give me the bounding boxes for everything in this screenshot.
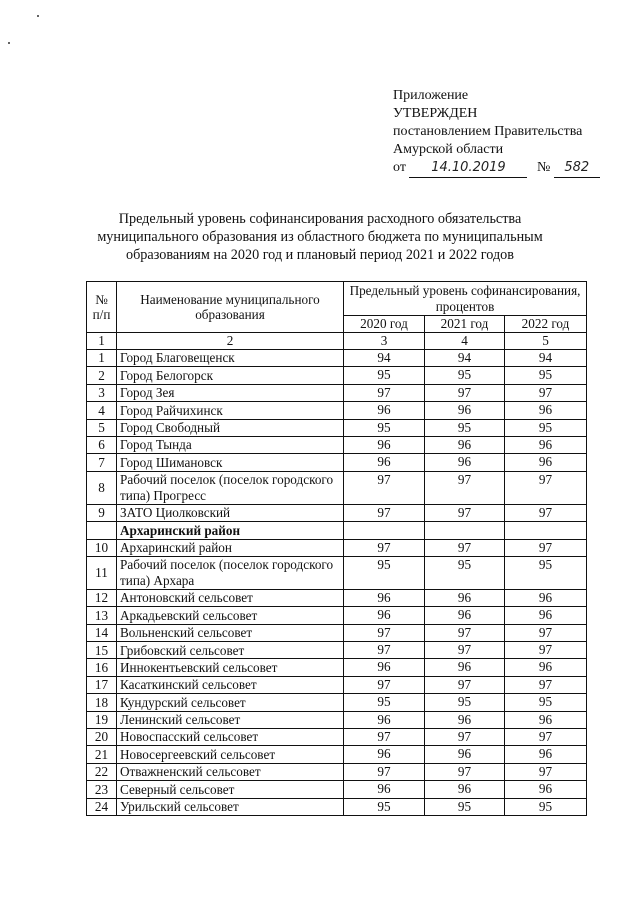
column-number: 2 (117, 333, 344, 350)
row-name: Аркадьевский сельсовет (117, 607, 344, 624)
column-number: 1 (87, 333, 117, 350)
row-value-2021: 97 (425, 642, 505, 659)
row-number: 14 (87, 624, 117, 641)
row-number: 17 (87, 676, 117, 693)
row-value-2022: 96 (505, 607, 587, 624)
row-number: 4 (87, 402, 117, 419)
row-value-2020: 96 (344, 746, 425, 763)
row-name: Рабочий поселок (поселок городского типа) Архара (117, 556, 344, 589)
row-name: Северный сельсовет (117, 781, 344, 798)
row-number: 6 (87, 436, 117, 453)
row-name: Урильский сельсовет (117, 798, 344, 815)
table-row (87, 607, 587, 624)
row-number: 23 (87, 781, 117, 798)
row-number: 16 (87, 659, 117, 676)
row-value-2022: 97 (505, 763, 587, 780)
row-value-2020: 95 (344, 419, 425, 436)
table-header (87, 282, 587, 350)
row-number: 15 (87, 642, 117, 659)
row-value-2022: 94 (505, 350, 587, 367)
row-value-2021: 96 (425, 454, 505, 471)
row-value-2022: 97 (505, 504, 587, 521)
table-row (87, 676, 587, 693)
row-value-2021: 97 (425, 384, 505, 401)
row-value-2021: 96 (425, 746, 505, 763)
row-value-2020: 97 (344, 539, 425, 556)
row-value-2021: 96 (425, 781, 505, 798)
row-value-2021: 97 (425, 676, 505, 693)
row-value-2022 (505, 522, 587, 539)
row-value-2020: 95 (344, 798, 425, 815)
row-value-2022: 97 (505, 384, 587, 401)
row-value-2022: 95 (505, 556, 587, 589)
table-row (87, 729, 587, 746)
column-number: 4 (425, 333, 505, 350)
row-value-2021: 97 (425, 729, 505, 746)
row-value-2022: 97 (505, 676, 587, 693)
table-row (87, 419, 587, 436)
row-value-2020: 97 (344, 729, 425, 746)
row-number: 19 (87, 711, 117, 728)
row-value-2020: 96 (344, 781, 425, 798)
row-number: 12 (87, 589, 117, 606)
table-row (87, 642, 587, 659)
row-value-2020: 97 (344, 504, 425, 521)
row-name: Город Благовещенск (117, 350, 344, 367)
row-value-2020: 95 (344, 556, 425, 589)
number-handwritten: 582 (564, 160, 590, 175)
row-value-2022: 97 (505, 729, 587, 746)
row-number: 5 (87, 419, 117, 436)
approval-line-appendix: Приложение (393, 88, 469, 103)
row-value-2021: 96 (425, 402, 505, 419)
row-name: Город Шимановск (117, 454, 344, 471)
row-value-2020: 97 (344, 471, 425, 504)
row-value-2022: 96 (505, 436, 587, 453)
number-prefix: № (536, 160, 551, 175)
column-number: 5 (505, 333, 587, 350)
table-row (87, 624, 587, 641)
table-row (87, 711, 587, 728)
number-field (554, 159, 600, 178)
row-name: Вольненский сельсовет (117, 624, 344, 641)
row-value-2021: 94 (425, 350, 505, 367)
column-number: 3 (344, 333, 425, 350)
row-value-2021: 95 (425, 798, 505, 815)
row-value-2021: 97 (425, 471, 505, 504)
row-value-2020: 96 (344, 711, 425, 728)
row-value-2022: 96 (505, 402, 587, 419)
approval-line-region: Амурской области (393, 142, 504, 157)
table-row (87, 763, 587, 780)
scan-speck (8, 42, 10, 44)
row-number: 9 (87, 504, 117, 521)
table-row (87, 367, 587, 384)
table-body (87, 350, 587, 816)
row-number (87, 522, 117, 539)
row-name: Отважненский сельсовет (117, 763, 344, 780)
row-value-2022: 96 (505, 659, 587, 676)
header-name: Наименование муниципального образования (117, 282, 344, 333)
row-name: Архаринский район (117, 522, 344, 539)
header-level: Предельный уровень софинансирования, процентов (344, 282, 587, 316)
row-name: Город Свободный (117, 419, 344, 436)
approval-line-approved: УТВЕРЖДЕН (393, 106, 478, 121)
row-value-2022: 97 (505, 471, 587, 504)
row-value-2022: 96 (505, 781, 587, 798)
row-value-2021: 96 (425, 711, 505, 728)
row-name: Антоновский сельсовет (117, 589, 344, 606)
table-group-row (87, 522, 587, 539)
row-value-2022: 95 (505, 419, 587, 436)
row-value-2022: 96 (505, 454, 587, 471)
row-value-2021: 95 (425, 419, 505, 436)
row-value-2020: 97 (344, 763, 425, 780)
table-row (87, 781, 587, 798)
scan-speck (37, 15, 39, 17)
approval-block (393, 87, 623, 178)
row-value-2020: 96 (344, 402, 425, 419)
row-number: 22 (87, 763, 117, 780)
row-value-2020: 96 (344, 454, 425, 471)
row-value-2020: 96 (344, 436, 425, 453)
row-value-2020 (344, 522, 425, 539)
row-value-2020: 97 (344, 384, 425, 401)
date-handwritten: 14.10.2019 (431, 160, 506, 175)
row-name: Новоспасский сельсовет (117, 729, 344, 746)
header-year-2020: 2020 год (344, 316, 425, 333)
row-number: 18 (87, 694, 117, 711)
row-value-2021: 96 (425, 659, 505, 676)
document-title: Предельный уровень софинансирования расходного обязательства муниципального образования из областного бюджета по муниципальным образованиям на 2020 год и плановый период 2021 и 2022 годов (97, 211, 543, 263)
row-value-2021: 95 (425, 367, 505, 384)
row-value-2021: 96 (425, 607, 505, 624)
column-numbers-row (87, 333, 587, 350)
table-row (87, 798, 587, 815)
row-name: Архаринский район (117, 539, 344, 556)
row-value-2020: 97 (344, 624, 425, 641)
row-number: 11 (87, 556, 117, 589)
row-value-2020: 95 (344, 694, 425, 711)
row-number: 8 (87, 471, 117, 504)
row-name: Иннокентьевский сельсовет (117, 659, 344, 676)
date-prefix: от (393, 160, 406, 175)
row-name: Город Зея (117, 384, 344, 401)
row-value-2022: 97 (505, 539, 587, 556)
row-value-2021: 95 (425, 694, 505, 711)
row-name: ЗАТО Циолковский (117, 504, 344, 521)
row-value-2022: 96 (505, 746, 587, 763)
row-value-2020: 94 (344, 350, 425, 367)
table-row (87, 539, 587, 556)
row-value-2021: 97 (425, 504, 505, 521)
header-number: № п/п (87, 282, 117, 333)
row-number: 13 (87, 607, 117, 624)
row-name: Город Райчихинск (117, 402, 344, 419)
row-value-2022: 96 (505, 589, 587, 606)
row-number: 20 (87, 729, 117, 746)
row-value-2022: 95 (505, 367, 587, 384)
approval-line-resolution: постановлением Правительства (393, 124, 583, 139)
row-value-2020: 96 (344, 659, 425, 676)
row-number: 7 (87, 454, 117, 471)
table-row (87, 402, 587, 419)
row-value-2020: 95 (344, 367, 425, 384)
row-value-2021: 97 (425, 624, 505, 641)
table-row (87, 659, 587, 676)
table-row (87, 436, 587, 453)
header-year-2022: 2022 год (505, 316, 587, 333)
row-value-2022: 95 (505, 798, 587, 815)
row-value-2020: 96 (344, 589, 425, 606)
row-name: Новосергеевский сельсовет (117, 746, 344, 763)
row-name: Рабочий поселок (поселок городского типа) Прогресс (117, 471, 344, 504)
row-name: Грибовский сельсовет (117, 642, 344, 659)
row-name: Город Тында (117, 436, 344, 453)
header-year-2021: 2021 год (425, 316, 505, 333)
table-row (87, 504, 587, 521)
table-row (87, 471, 587, 504)
row-number: 1 (87, 350, 117, 367)
date-field (409, 159, 527, 178)
row-number: 3 (87, 384, 117, 401)
table-row (87, 556, 587, 589)
row-value-2020: 97 (344, 642, 425, 659)
table-row (87, 746, 587, 763)
row-value-2021: 95 (425, 556, 505, 589)
row-name: Кундурский сельсовет (117, 694, 344, 711)
row-value-2021: 96 (425, 436, 505, 453)
row-value-2020: 96 (344, 607, 425, 624)
row-value-2022: 97 (505, 624, 587, 641)
row-number: 21 (87, 746, 117, 763)
row-number: 2 (87, 367, 117, 384)
table-row (87, 694, 587, 711)
row-name: Ленинский сельсовет (117, 711, 344, 728)
approval-date-number (393, 159, 623, 178)
row-value-2022: 96 (505, 711, 587, 728)
row-name: Город Белогорск (117, 367, 344, 384)
row-value-2021 (425, 522, 505, 539)
row-value-2021: 97 (425, 539, 505, 556)
row-value-2021: 97 (425, 763, 505, 780)
row-name: Касаткинский сельсовет (117, 676, 344, 693)
co-financing-table (86, 281, 587, 816)
table-row (87, 454, 587, 471)
row-value-2022: 97 (505, 642, 587, 659)
table-row (87, 384, 587, 401)
row-value-2022: 95 (505, 694, 587, 711)
row-value-2021: 96 (425, 589, 505, 606)
table-row (87, 350, 587, 367)
row-number: 24 (87, 798, 117, 815)
row-number: 10 (87, 539, 117, 556)
table-row (87, 589, 587, 606)
row-value-2020: 97 (344, 676, 425, 693)
